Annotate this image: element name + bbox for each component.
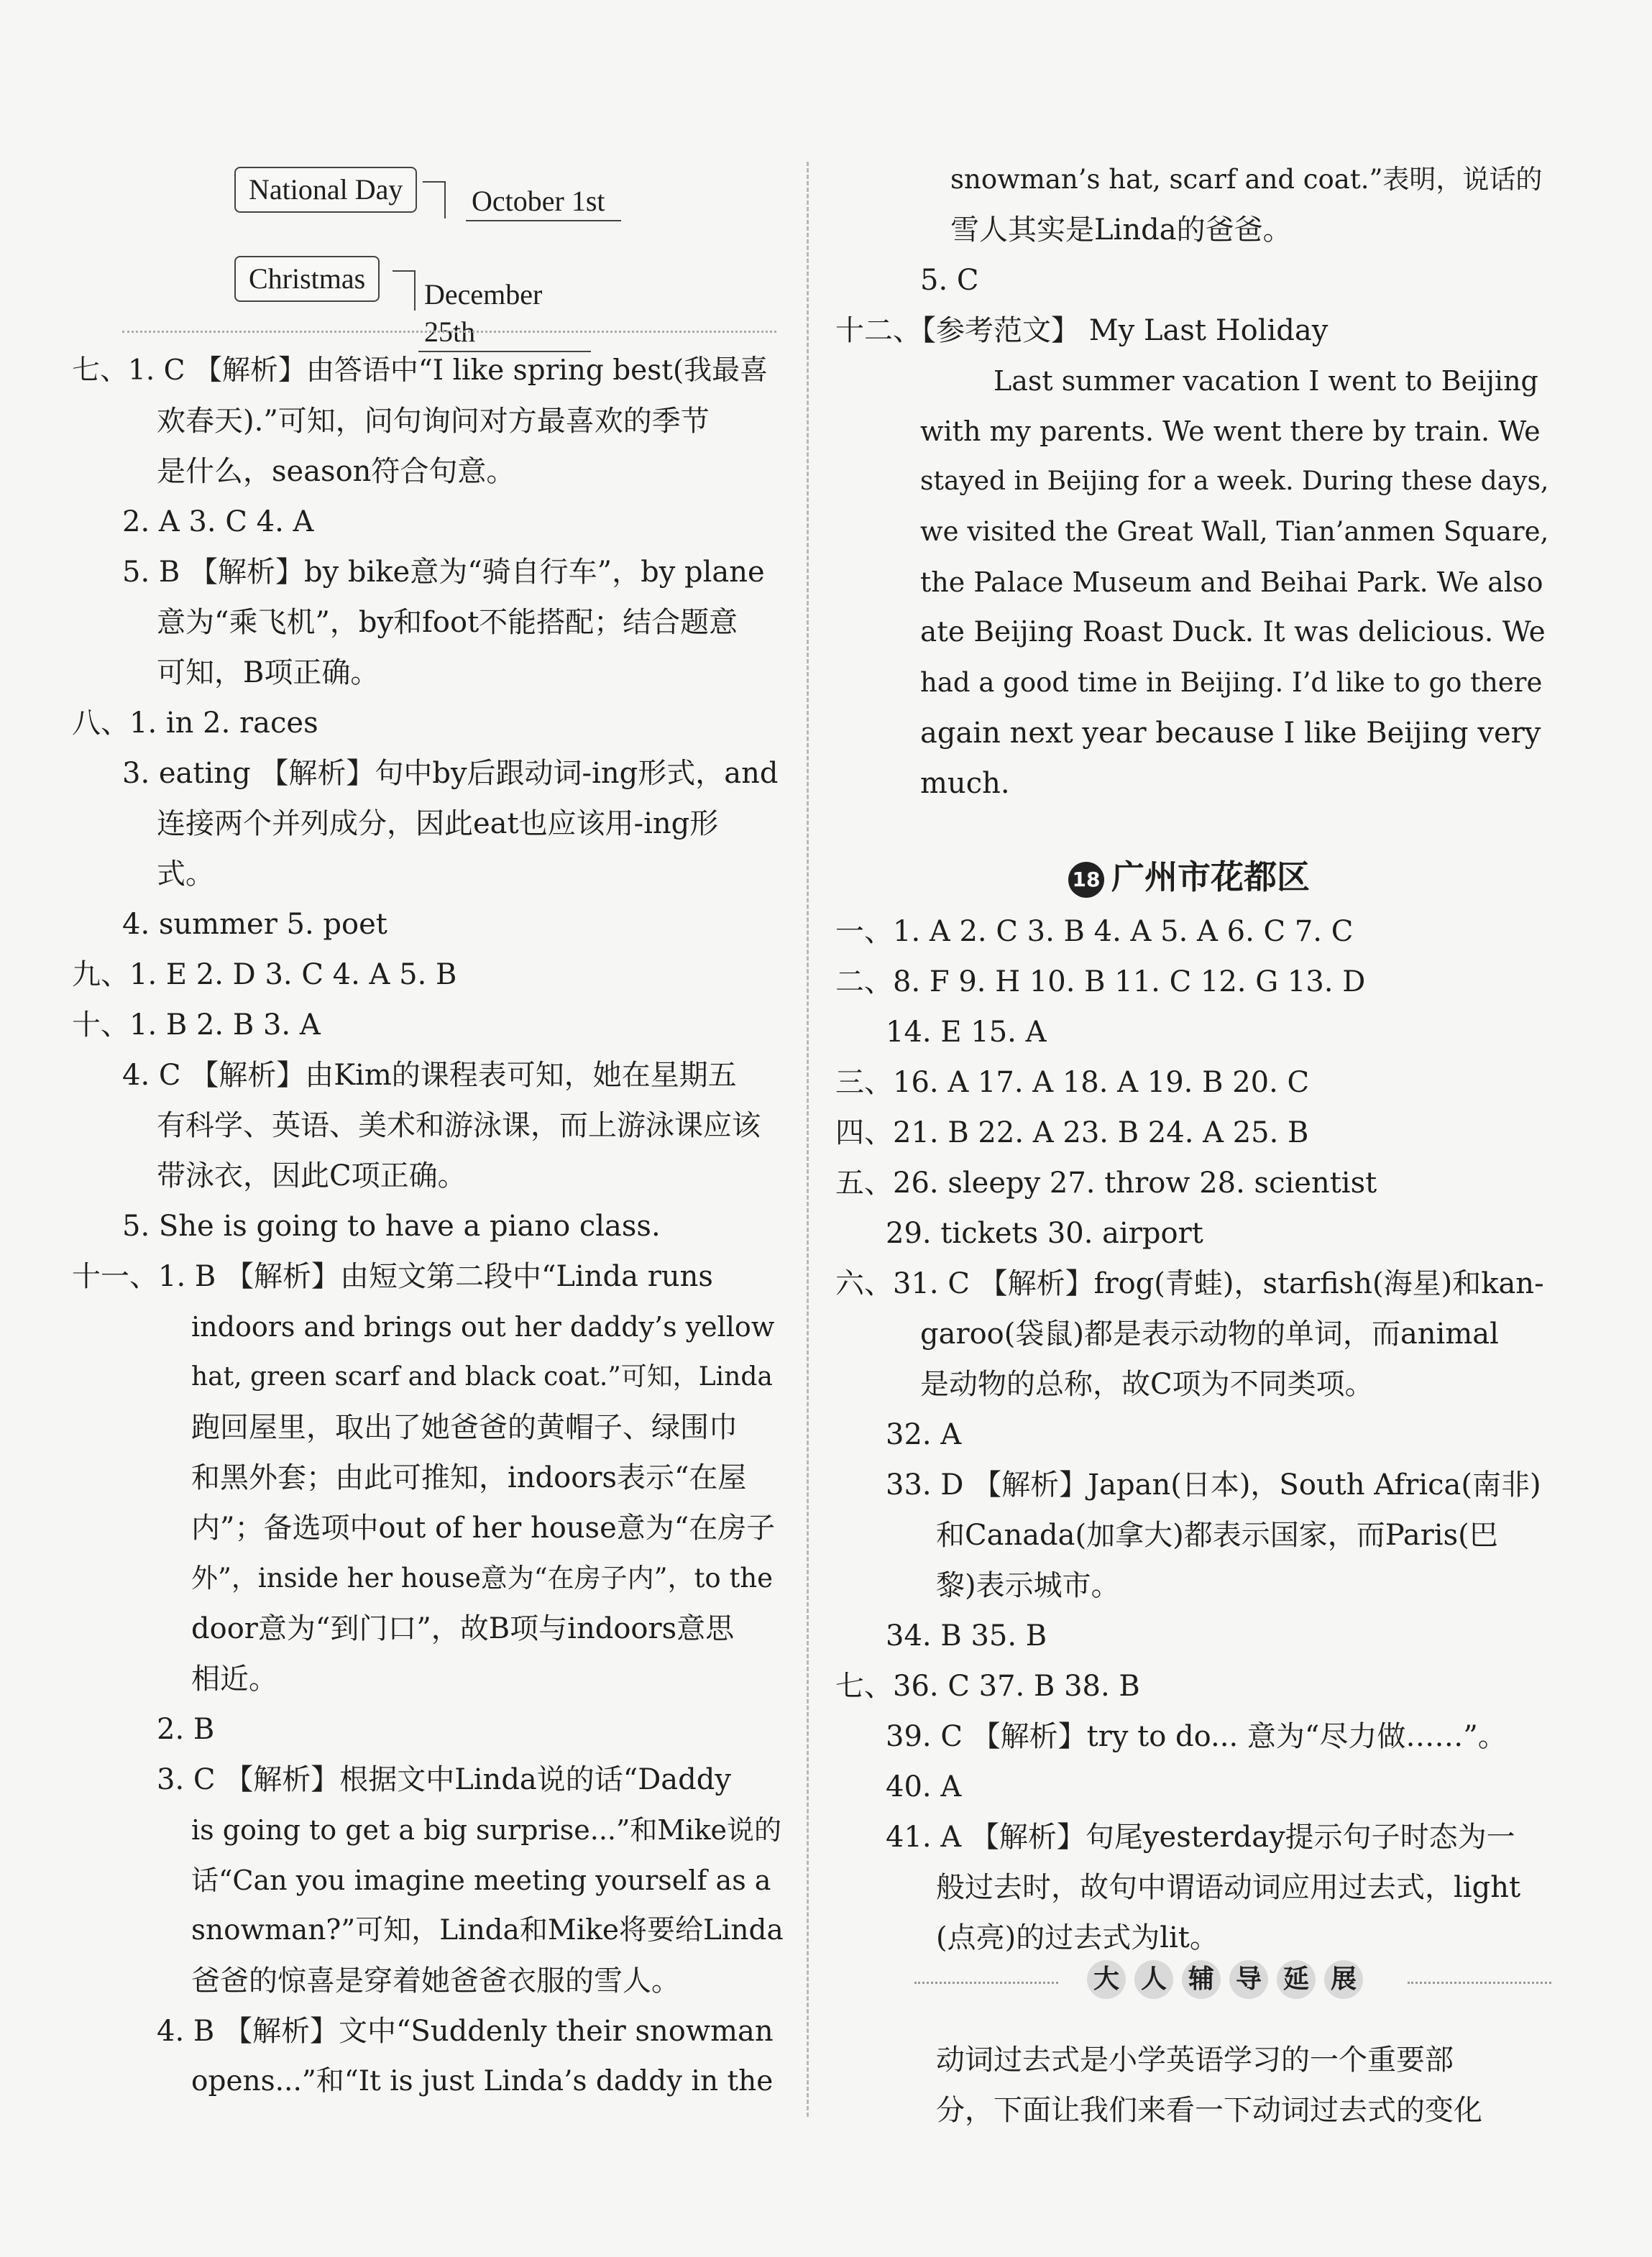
left-text-line: 相近。: [191, 1663, 277, 1696]
right-text-line: 40. A: [886, 1770, 962, 1803]
right-text-line: had a good time in Beijing. I’d like to go there: [920, 667, 1543, 698]
left-text-line: 4. C 【解析】由Kim的课程表可知，她在星期五: [122, 1059, 737, 1092]
right-text-line: 七、36. C 37. B 38. B: [835, 1670, 1140, 1703]
banner-char: 大: [1087, 1960, 1126, 1999]
banner-rule-left: [914, 1982, 1058, 1984]
right-text-line: 14. E 15. A: [886, 1016, 1047, 1049]
right-text-line: garoo(袋鼠)都是表示动物的单词，而animal: [920, 1318, 1499, 1351]
left-text-line: 3. C 【解析】根据文中Linda说的话“Daddy: [157, 1763, 731, 1796]
banner-char: 人: [1134, 1960, 1173, 1999]
left-text-line: 跑回屋里，取出了她爸爸的黄帽子、绿围巾: [191, 1411, 738, 1444]
right-text-line: 33. D 【解析】Japan(日本)，South Africa(南非): [886, 1468, 1541, 1502]
left-text-line: 可知，B项正确。: [157, 656, 380, 689]
holiday-box-christmas: Christmas: [234, 256, 380, 302]
left-text-line: 九、1. E 2. D 3. C 4. A 5. B: [72, 958, 457, 991]
right-text-line: 39. C 【解析】try to do... 意为“尽力做……”。: [886, 1720, 1507, 1753]
left-text-line: is going to get a big surprise...”和Mike说的: [191, 1814, 781, 1846]
left-text-line: indoors and brings out her daddy’s yellow: [191, 1311, 775, 1343]
right-text-line: 黎)表示城市。: [936, 1569, 1120, 1602]
holiday-box-national-day: National Day: [234, 167, 417, 213]
left-text-line: 有科学、英语、美术和游泳课，而上游泳课应该: [157, 1109, 761, 1142]
banner-chars: [1087, 1960, 1372, 1999]
left-text-line: opens...”和“It is just Linda’s daddy in the: [191, 2065, 774, 2097]
right-text-line: 5. C: [920, 264, 979, 297]
right-text-line: 动词过去式是小学英语学习的一个重要部: [936, 2044, 1454, 2077]
right-text-line: 般过去时，故句中谓语动词应用过去式，light: [936, 1871, 1521, 1904]
left-text-line: 式。: [157, 858, 214, 891]
left-text-line: 八、1. in 2. races: [72, 707, 318, 740]
left-text-line: 外”，inside her house意为“在房子内”，to the: [191, 1563, 774, 1594]
left-text-line: 和黑外套；由此可推知，indoors表示“在屋: [191, 1461, 747, 1494]
left-text-line: 话“Can you imagine meeting yourself as a: [191, 1865, 771, 1896]
left-text-line: 十、1. B 2. B 3. A: [72, 1008, 321, 1042]
connector-line: [423, 181, 446, 219]
right-text-line: with my parents. We went there by train. We: [920, 415, 1541, 447]
column-divider: [807, 162, 809, 2117]
right-text-line: 32. A: [886, 1418, 962, 1451]
right-text-line: 一、1. A 2. C 3. B 4. A 5. A 6. C 7. C: [835, 915, 1354, 948]
right-text-line: 二、8. F 9. H 10. B 11. C 12. G 13. D: [835, 965, 1366, 998]
right-text-line: 四、21. B 22. A 23. B 24. A 25. B: [835, 1116, 1309, 1149]
right-text-line: 是动物的总称，故C项为不同类项。: [920, 1368, 1374, 1401]
left-text-line: 十一、1. B 【解析】由短文第二段中“Linda runs: [72, 1260, 713, 1293]
right-text-line: ate Beijing Roast Duck. It was delicious. We: [920, 616, 1546, 648]
left-column: [72, 0, 784, 2257]
right-text-line: we visited the Great Wall, Tian’anmen Square,: [920, 516, 1549, 547]
right-column: [835, 0, 1551, 2257]
banner-char: 辅: [1182, 1960, 1221, 1999]
holiday-date-december: December 25th: [418, 276, 591, 352]
left-text-line: 爸爸的惊喜是穿着她爸爸衣服的雪人。: [191, 1964, 680, 1998]
right-text-line: 五、26. sleepy 27. throw 28. scientist: [835, 1167, 1377, 1200]
right-text-line: 十二、【参考范文】 My Last Holiday: [835, 314, 1329, 347]
left-text-line: door意为“到门口”，故B项与indoors意思: [191, 1612, 735, 1645]
left-text-line: snowman?”可知，Linda和Mike将要给Linda: [191, 1914, 784, 1946]
left-text-line: 意为“乘飞机”，by和foot不能搭配；结合题意: [157, 606, 738, 639]
right-text-line: 41. A 【解析】句尾yesterday提示句子时态为一: [886, 1821, 1515, 1854]
left-text-line: 2. B: [157, 1713, 215, 1746]
banner-rule-right: [1408, 1982, 1551, 1984]
left-text-line: 内”；备选项中out of her house意为“在房子: [191, 1512, 776, 1545]
right-text-line: much.: [920, 767, 1010, 800]
banner-char: 延: [1277, 1960, 1316, 1999]
right-text-line: the Palace Museum and Beihai Park. We also: [920, 566, 1543, 598]
left-text-line: 带泳衣，因此C项正确。: [157, 1159, 467, 1192]
right-text-line: Last summer vacation I went to Beijing: [994, 365, 1538, 397]
right-text-line: 34. B 35. B: [886, 1619, 1047, 1652]
right-text-line: 六、31. C 【解析】frog(青蛙)，starfish(海星)和kan-: [835, 1267, 1544, 1300]
left-text-line: 4. B 【解析】文中“Suddenly their snowman: [157, 2015, 774, 2048]
right-text-line: 分，下面让我们来看一下动词过去式的变化: [936, 2094, 1482, 2127]
left-text-line: 5. B 【解析】by bike意为“骑自行车”，by plane: [122, 556, 765, 589]
left-text-line: 七、1. C 【解析】由答语中“I like spring best(我最喜: [72, 354, 768, 387]
left-text-line: 是什么，season符合句意。: [157, 455, 515, 488]
section-title: 广州市花都区: [1111, 858, 1310, 896]
right-text-line: 29. tickets 30. airport: [886, 1217, 1203, 1250]
left-text-line: 欢春天).”可知，问句询问对方最喜欢的季节: [157, 405, 710, 438]
left-text-line: 3. eating 【解析】句中by后跟动词-ing形式，and: [122, 757, 779, 790]
section-number-badge: 18: [1068, 862, 1104, 898]
left-text-line: 2. A 3. C 4. A: [122, 505, 314, 538]
left-text-line: 5. She is going to have a piano class.: [122, 1210, 661, 1243]
section-heading: [1068, 855, 1310, 898]
banner-char: 展: [1324, 1960, 1363, 1999]
left-text-line: hat, green scarf and black coat.”可知，Linda: [191, 1362, 773, 1392]
right-text-line: 和Canada(加拿大)都表示国家，而Paris(巴: [936, 1519, 1498, 1552]
right-text-line: snowman’s hat, scarf and coat.”表明，说话的: [950, 164, 1543, 195]
connector-line: [393, 270, 416, 311]
right-text-line: 雪人其实是Linda的爸爸。: [950, 213, 1292, 247]
left-text-line: 连接两个并列成分，因此eat也应该用-ing形: [157, 807, 719, 840]
holiday-date-october: October 1st: [466, 183, 621, 221]
right-text-line: (点亮)的过去式为lit。: [936, 1921, 1219, 1954]
left-text-line: 4. summer 5. poet: [122, 908, 387, 941]
right-text-line: 三、16. A 17. A 18. A 19. B 20. C: [835, 1066, 1310, 1099]
right-text-line: again next year because I like Beijing very: [920, 717, 1541, 750]
section-separator: [122, 331, 776, 333]
right-text-line: stayed in Beijing for a week. During these days,: [920, 466, 1549, 496]
extension-banner: [914, 1960, 1551, 2005]
banner-char: 导: [1229, 1960, 1268, 1999]
